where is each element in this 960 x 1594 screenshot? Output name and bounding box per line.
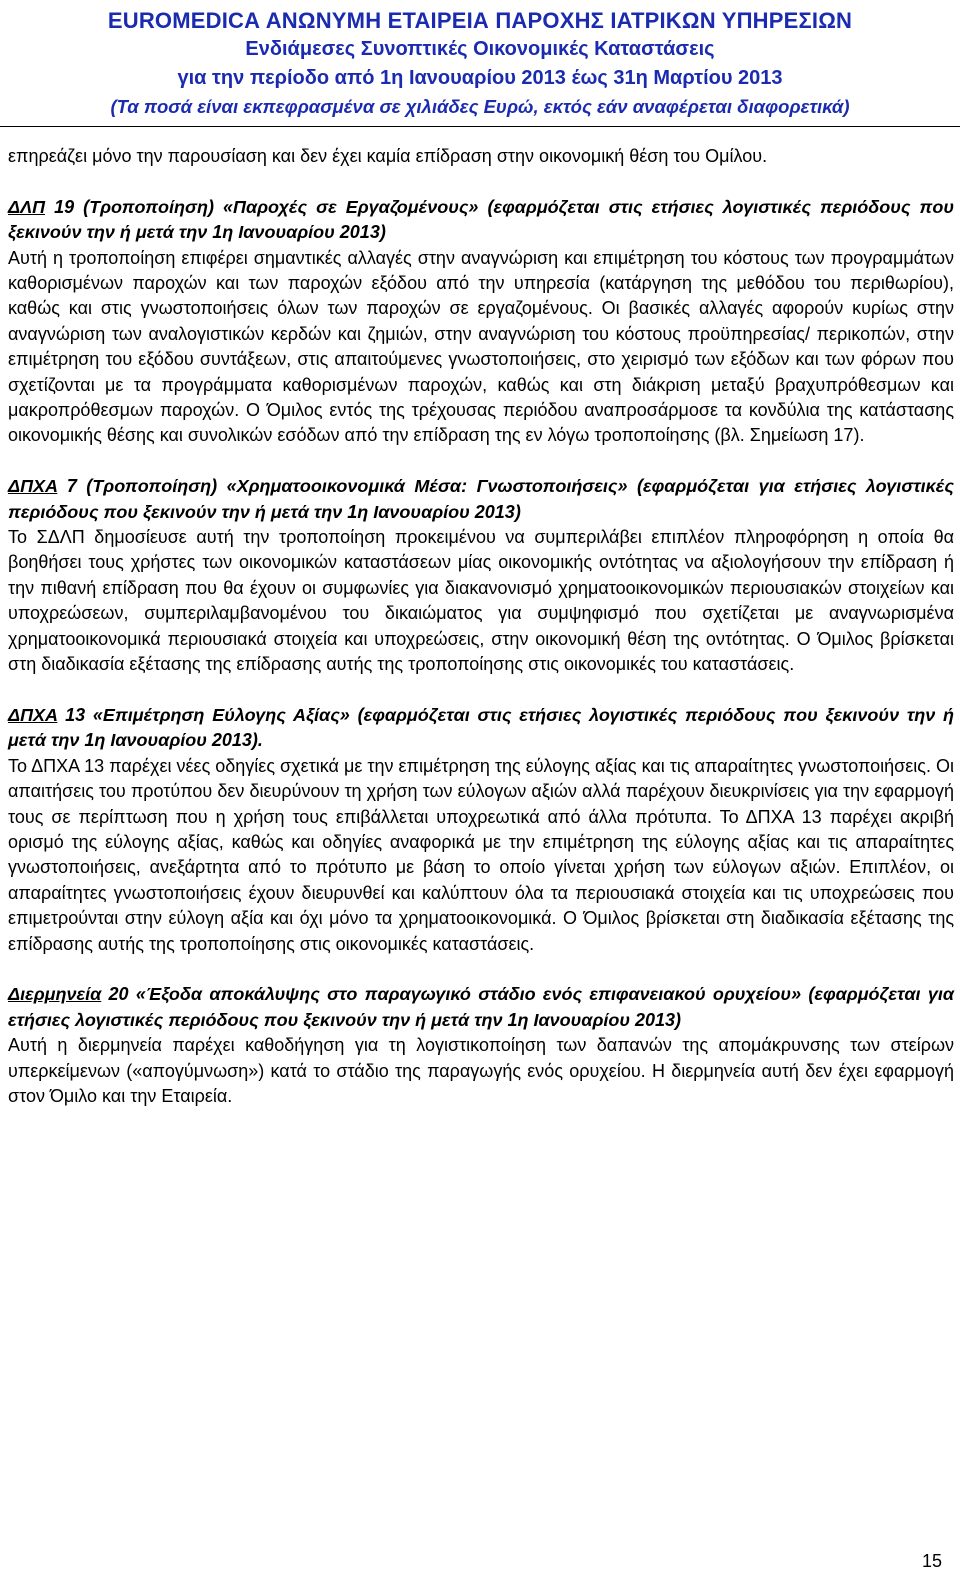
section-title-text: 7 (Τροποποίηση) «Χρηματοοικονομικά Μέσα: Γνωστοποιήσεις» (εφαρμόζεται για ετήσιες λογιστικές περιόδους που ξεκινούν την ή μετά την 1η Ιανουαρίου 2013) [8,476,954,522]
section-title-text: 19 (Τροποποίηση) «Παροχές σε Εργαζομένους» (εφαρμόζεται στις ετήσιες λογιστικές περιόδους που ξεκινούν την ή μετά την 1η Ιανουαρίου 2013) [8,196,954,243]
section-ifrs7 [8,474,954,677]
document-header [0,0,960,121]
company-name: EUROMEDICA ΑΝΩΝΥΜΗ ΕΤΑΙΡΕΙΑ ΠΑΡΟΧΗΣ ΙΑΤΡΙΚΩΝ ΥΠΗΡΕΣΙΩΝ [107,8,853,33]
document-body [8,144,954,1109]
section-code: Διερμηνεία [8,984,102,1005]
section-body: Αυτή η τροποποίηση επιφέρει σημαντικές αλλαγές στην αναγνώριση και επιμέτρηση του κόστους των προγραμμάτων καθορισμένων παροχών και των παροχών εξόδου από την υπηρεσία (κατάργηση της μεθόδου του περιθωρίου), καθώς και στις γνωστοποιήσεις όλων των παροχών σε εργαζομένους. Οι βασικές αλλαγές αφορούν κυρίως στην αναγνώριση των αναλογιστικών κερδών και ζημιών, στην αναγνώριση του κόστους προϋπηρεσίας/ περικοπών, στην επιμέτρηση του εξόδου συντάξεων, στις απαιτούμενες γνωστοποιήσεις, στο χειρισμό των εξόδων και των φόρων που σχετίζονται με τα προγράμματα καθορισμένων παροχών, καθώς και στη διάκριση μεταξύ βραχυπρόθεσμων και μακροπρόθεσμων παροχών. Ο Όμιλος εντός της τρέχουσας περιόδου αναπροσάρμοσε τα κονδύλια της κατάστασης οικονομικής θέσης και συνολικών εσόδων από την επίδραση της εν λόγω τροποποίησης (βλ. Σημείωση 17). [8,247,954,446]
header-divider [0,126,960,127]
section-code: ΔΠΧΑ [8,704,58,725]
section-ias19 [8,195,954,449]
section-body: Το ΔΠΧΑ 13 παρέχει νέες οδηγίες σχετικά με την επιμέτρηση της εύλογης αξίας και τις απαραίτητες γνωστοποιήσεις. Οι απαιτήσεις του προτύπου δεν διευρύνουν τη χρήση των εύλογων αξιών αλλά παρέχουν διευκρινίσεις για την εφαρμογή τους σε περίπτωση που η χρήση τους επιβάλλεται υποχρεωτικά από άλλα πρότυπα. Το ΔΠΧΑ 13 παρέχει ακριβή ορισμό της εύλογης αξίας, καθώς και οδηγίες αναφορικά με την επιμέτρηση της εύλογης αξίας και τις απαραίτητες γνωστοποιήσεις, ανεξάρτητα από το πρότυπο με βάση το οποίο γίνεται χρήση των εύλογων αξιών. Επιπλέον, οι απαραίτητες γνωστοποιήσεις έχουν διευρυνθεί και καλύπτουν όλα τα περιουσιακά στοιχεία και τις υποχρεώσεις που επιμετρούνται στην εύλογη αξία και όχι μόνο τα χρηματοοικονομικά. Ο Όμιλος βρίσκεται στη διαδικασία εξέτασης της επίδρασης αυτής της τροποποίησης στις οικονομικές καταστάσεις. [8,755,954,954]
page-number: 15 [921,1551,942,1571]
section-title [8,982,954,1033]
section-body: Το ΣΔΛΠ δημοσίευσε αυτή την τροποποίηση προκειμένου να συμπεριλάβει επιπλέον πληροφόρηση η οποία θα βοηθήσει τους χρήστες των οικονομικών καταστάσεων μίας οικονομικής οντότητας να αξιολογήσουν την επίδραση ή την πιθανή επίδραση που θα έχουν οι συμφωνίες για διακανονισμό χρηματοοικονομικών περιουσιακών στοιχείων και υποχρεώσεων, συμπεριλαμβανομένου του δικαιώματος για συμψηφισμό που σχετίζεται με αναγνωρισμένα χρηματοοικονομικά περιουσιακά στοιχεία και υποχρεώσεις, στην οικονομική θέση της οντότητας. Ο Όμιλος βρίσκεται στη διαδικασία εξέτασης της επίδρασης αυτής της τροποποίησης στις οικονομικές του καταστάσεις. [8,527,954,675]
section-title [8,703,954,754]
section-ifrs13 [8,703,954,957]
section-code: ΔΠΧΑ [8,476,58,497]
report-title: Ενδιάμεσες Συνοπτικές Οικονομικές Καταστάσεις [245,38,715,60]
section-title-text: 13 «Επιμέτρηση Εύλογης Αξίας» (εφαρμόζεται στις ετήσιες λογιστικές περιόδους που ξεκινούν την ή μετά την 1η Ιανουαρίου 2013). [8,704,954,751]
section-ifric20 [8,982,954,1109]
section-body: Αυτή η διερμηνεία παρέχει καθοδήγηση για τη λογιστικοποίηση των δαπανών της απομάκρυνσης των στείρων υπερκείμενων («απογύμνωση») κατά το στάδιο της παραγωγής ενός ορυχείου. Η διερμηνεία αυτή δεν έχει εφαρμογή στον Όμιλο και την Εταιρεία. [8,1035,954,1106]
section-code: ΔΛΠ [8,196,46,217]
currency-note: (Τα ποσά είναι εκπεφρασμένα σε χιλιάδες Ευρώ, εκτός εάν αναφέρεται διαφορετικά) [110,96,850,117]
intro-paragraph: επηρεάζει μόνο την παρουσίαση και δεν έχει καμία επίδραση στην οικονομική θέση του Ομίλου. [8,146,768,166]
report-period: για την περίοδο από 1η Ιανουαρίου 2013 έως 31η Μαρτίου 2013 [177,67,783,89]
section-title-text: 20 «Έξοδα αποκάλυψης στο παραγωγικό στάδιο ενός επιφανειακού ορυχείου» (εφαρμόζεται για ετήσιες λογιστικές περιόδους που ξεκινούν την ή μετά την 1η Ιανουαρίου 2013) [8,984,954,1030]
section-title [8,195,954,246]
section-title [8,474,954,525]
